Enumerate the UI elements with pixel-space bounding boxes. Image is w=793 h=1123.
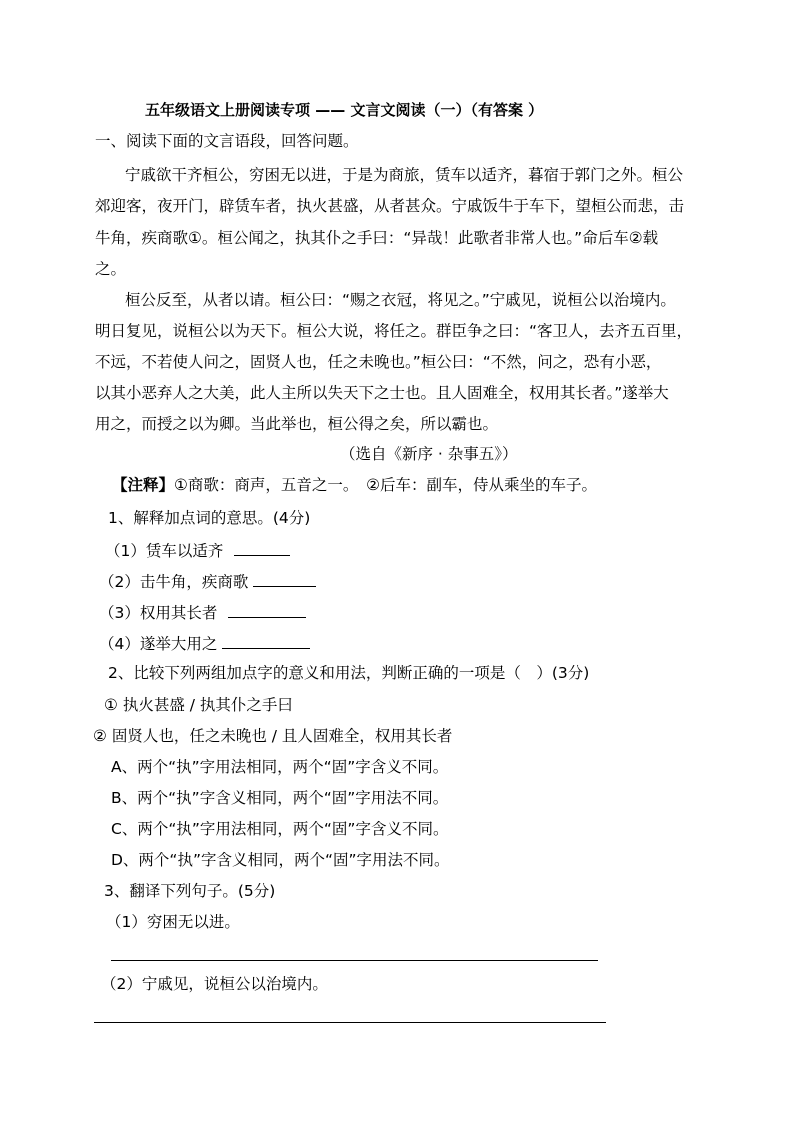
annotation-label: 【注释】: [112, 476, 175, 494]
document-title: 五年级语文上册阅读专项 —— 文言文阅读（一）（有答案 ）: [145, 101, 544, 119]
passage-line: 之。: [95, 260, 127, 278]
passage-line: 宁戚欲干齐桓公，穷困无以进，于是为商旅，赁车以适齐，暮宿于郭门之外。桓公: [125, 166, 684, 184]
passage-line: 郊迎客，夜开门，辟赁车者，执火甚盛，从者甚众。宁戚饭牛于车下，望桓公而悲，击: [95, 197, 685, 215]
passage-source: （选自《新序 · 杂事五》）: [340, 445, 518, 463]
passage-line: 以其小恶弃人之大美，此人主所以失天下之士也。且人固难全，权用其长者。”遂举大: [95, 384, 669, 402]
question-2-stem: 2、比较下列两组加点字的意义和用法，判断正确的一项是（ ）(3分): [108, 664, 590, 682]
question-1-item: [99, 631, 310, 655]
item-text: （2）击牛角，疾商歌: [99, 573, 249, 591]
item-text: （4）遂举大用之: [99, 635, 218, 653]
answer-blank[interactable]: [253, 569, 316, 587]
passage-line: 牛角，疾商歌①。桓公闻之，执其仆之手曰：“异哉！此歌者非常人也。”命后车②载: [95, 229, 659, 247]
answer-line[interactable]: [94, 1022, 606, 1023]
choice-option-d[interactable]: D、两个“执”字含义相同，两个“固”字用法不同。: [111, 851, 450, 869]
answer-blank[interactable]: [222, 631, 310, 649]
passage-line: 用之，而授之以为卿。当此举也，桓公得之矣，所以霸也。: [95, 415, 499, 433]
choice-option-c[interactable]: C、两个“执”字用法相同，两个“固”字含义不同。: [111, 820, 449, 838]
question-2-group: ② 固贤人也，任之未晚也 / 且人固难全，权用其长者: [93, 727, 453, 745]
answer-blank[interactable]: [234, 538, 290, 556]
question-1-item: [99, 600, 306, 624]
passage-line: 不远，不若使人问之，固贤人也，任之未晚也。”桓公曰：“不然，问之，恐有小恶，: [95, 353, 662, 371]
section-heading: 一、阅读下面的文言语段，回答问题。: [95, 132, 359, 150]
question-2-group: ① 执火甚盛 / 执其仆之手曰: [104, 696, 293, 714]
passage-line: 桓公反至，从者以请。桓公曰：“赐之衣冠，将见之。”宁戚见，说桓公以治境内。: [125, 291, 676, 309]
answer-blank[interactable]: [228, 600, 306, 618]
answer-line[interactable]: [111, 960, 598, 961]
choice-option-a[interactable]: A、两个“执”字用法相同，两个“固”字含义不同。: [111, 758, 449, 776]
question-1-stem: 1、解释加点词的意思。(4分): [108, 509, 311, 527]
item-text: （1）赁车以适齐: [105, 542, 224, 560]
question-1-item: [99, 569, 316, 593]
item-text: （3）权用其长者: [99, 604, 218, 622]
question-3-item: （2）宁戚见，说桓公以治境内。: [101, 975, 328, 993]
question-3-item: （1）穷困无以进。: [106, 913, 240, 931]
passage-line: 明日复见，说桓公以为天下。桓公大说，将任之。群臣争之曰：“客卫人，去齐五百里，: [95, 322, 693, 340]
question-3-stem: 3、翻译下列句子。(5分): [104, 882, 276, 900]
choice-option-b[interactable]: B、两个“执”字含义相同，两个“固”字用法不同。: [111, 789, 449, 807]
annotation: [112, 474, 597, 496]
annotation-text: ①商歌：商声，五音之一。 ②后车：副车，侍从乘坐的车子。: [174, 476, 598, 494]
question-1-item: [105, 538, 290, 562]
